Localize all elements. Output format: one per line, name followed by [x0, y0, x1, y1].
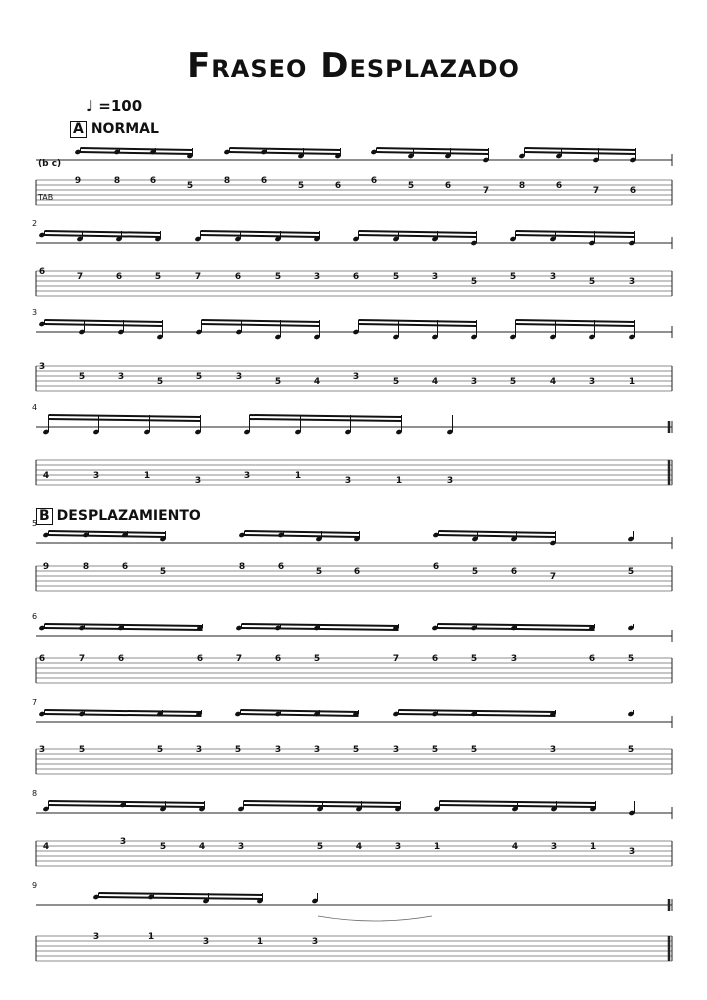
beam-primary: [377, 148, 489, 150]
system-number: 3: [32, 308, 38, 317]
beam-primary: [440, 801, 596, 803]
tab-fret-number: 5: [407, 181, 415, 191]
tab-fret-number: 7: [592, 186, 600, 196]
section-a-letter: A: [70, 121, 87, 138]
tab-fret-number: 5: [313, 654, 321, 664]
tab-fret-number: 5: [316, 842, 324, 852]
beam-secondary: [525, 152, 636, 154]
tab-fret-number: 5: [159, 567, 167, 577]
beam-secondary: [99, 897, 263, 899]
tab-fret-number: 5: [627, 567, 635, 577]
tab-fret-number: 6: [629, 186, 637, 196]
tab-fret-number: 3: [235, 372, 243, 382]
tab-fret-number: 7: [76, 272, 84, 282]
tab-fret-number: 6: [555, 181, 563, 191]
tab-fret-number: 8: [518, 181, 526, 191]
tab-fret-number: 3: [549, 745, 557, 755]
system-number: 4: [32, 403, 38, 412]
tab-fret-number: 5: [154, 272, 162, 282]
tab-fret-number: 6: [38, 654, 46, 664]
tab-fret-number: 6: [121, 562, 129, 572]
clef-symbol: (b c): [38, 159, 62, 169]
beam-primary: [49, 415, 201, 417]
system-number: 7: [32, 698, 38, 707]
system-number: 6: [32, 612, 38, 621]
tab-fret-number: 3: [344, 476, 352, 486]
beam-secondary: [230, 152, 341, 154]
tab-fret-number: 5: [470, 277, 478, 287]
tab-fret-number: 6: [115, 272, 123, 282]
tab-fret-number: 8: [223, 176, 231, 186]
beam-primary: [244, 801, 401, 803]
beam-primary: [45, 710, 202, 712]
tab-fret-number: 8: [113, 176, 121, 186]
tab-fret-number: 1: [294, 471, 302, 481]
beam-secondary: [439, 535, 556, 537]
tab-fret-number: 5: [159, 842, 167, 852]
beam-secondary: [250, 419, 402, 421]
beam-primary: [438, 624, 595, 626]
tab-fret-number: 5: [315, 567, 323, 577]
tab-fret-number: 3: [313, 272, 321, 282]
tab-fret-number: 6: [352, 272, 360, 282]
system-number: 5: [32, 519, 38, 528]
system-number: 8: [32, 789, 38, 798]
tie: [318, 916, 432, 921]
beam-primary: [245, 531, 360, 533]
tab-fret-number: 5: [195, 372, 203, 382]
tab-fret-number: 1: [143, 471, 151, 481]
beam-secondary: [245, 535, 360, 537]
tab-fret-number: 5: [156, 745, 164, 755]
beam-primary: [241, 710, 359, 712]
tab-fret-number: 5: [274, 272, 282, 282]
tab-fret-number: 6: [334, 181, 342, 191]
tab-fret-number: 3: [38, 362, 46, 372]
tab-fret-number: 3: [588, 377, 596, 387]
tab-fret-number: 5: [274, 377, 282, 387]
tab-fret-number: 1: [628, 377, 636, 387]
tab-fret-number: 4: [42, 471, 50, 481]
beam-secondary: [201, 235, 320, 237]
beam-secondary: [45, 235, 161, 237]
tab-fret-number: 6: [260, 176, 268, 186]
tab-fret-number: 3: [392, 745, 400, 755]
tab-fret-number: 5: [156, 377, 164, 387]
beam-secondary: [242, 628, 399, 630]
beam-primary: [359, 231, 477, 233]
tab-fret-number: 3: [628, 847, 636, 857]
section-b-name: DESPLAZAMIENTO: [56, 508, 201, 524]
tab-fret-number: 3: [92, 932, 100, 942]
beam-primary: [359, 320, 477, 322]
beam-secondary: [359, 235, 477, 237]
tab-fret-number: 4: [355, 842, 363, 852]
tab-fret-number: 6: [510, 567, 518, 577]
tab-fret-number: 3: [195, 745, 203, 755]
section-a-name: NORMAL: [90, 121, 159, 137]
tab-fret-number: 6: [444, 181, 452, 191]
tab-fret-number: 3: [243, 471, 251, 481]
tab-fret-number: 3: [549, 272, 557, 282]
tab-fret-number: 9: [74, 176, 82, 186]
page-title: Fraseo Desplazado: [187, 46, 520, 86]
beam-secondary: [359, 324, 477, 326]
beam-primary: [49, 531, 166, 533]
tab-fret-number: 5: [509, 272, 517, 282]
tab-fret-number: 3: [313, 745, 321, 755]
tab-fret-number: 3: [117, 372, 125, 382]
tab-fret-number: 6: [234, 272, 242, 282]
beam-primary: [516, 320, 635, 322]
tab-fret-number: 6: [431, 654, 439, 664]
tab-fret-number: 3: [92, 471, 100, 481]
tab-fret-number: 6: [432, 562, 440, 572]
beam-secondary: [202, 324, 320, 326]
tab-fret-number: 5: [78, 372, 86, 382]
beam-secondary: [516, 324, 635, 326]
tab-fret-number: 3: [237, 842, 245, 852]
tab-fret-number: 5: [352, 745, 360, 755]
tab-fret-number: 5: [78, 745, 86, 755]
tempo-marking: ♩ =100: [86, 97, 143, 115]
tab-fret-number: 9: [42, 562, 50, 572]
tab-fret-number: 8: [82, 562, 90, 572]
tab-fret-number: 3: [550, 842, 558, 852]
tab-fret-number: 4: [431, 377, 439, 387]
tab-fret-number: 5: [509, 377, 517, 387]
tab-fret-number: 6: [370, 176, 378, 186]
beam-secondary: [49, 419, 201, 421]
beam-secondary: [241, 714, 359, 716]
beam-primary: [45, 320, 163, 322]
tab-fret-number: 3: [394, 842, 402, 852]
beam-primary: [81, 148, 193, 150]
tab-fret-number: 5: [234, 745, 242, 755]
beam-primary: [242, 624, 399, 626]
beam-secondary: [516, 235, 635, 237]
tab-fret-number: 3: [194, 476, 202, 486]
tab-fret-number: 3: [202, 937, 210, 947]
tab-fret-number: 4: [198, 842, 206, 852]
beam-primary: [99, 893, 263, 895]
tab-fret-number: 3: [510, 654, 518, 664]
tab-fret-number: 5: [627, 654, 635, 664]
section-b-letter: B: [36, 508, 53, 525]
tab-fret-number: 4: [313, 377, 321, 387]
tab-fret-number: 5: [470, 654, 478, 664]
tab-fret-number: 5: [471, 567, 479, 577]
tab-fret-number: 3: [628, 277, 636, 287]
beam-primary: [202, 320, 320, 322]
beam-primary: [49, 801, 205, 803]
tab-fret-number: 1: [147, 932, 155, 942]
tab-fret-number: 7: [392, 654, 400, 664]
tab-fret-number: 5: [392, 377, 400, 387]
tab-fret-number: 6: [277, 562, 285, 572]
beam-secondary: [244, 805, 401, 807]
tab-fret-number: 7: [235, 654, 243, 664]
beam-secondary: [81, 152, 193, 154]
tab-fret-number: 6: [274, 654, 282, 664]
system-number: 9: [32, 881, 38, 890]
tab-fret-number: 6: [196, 654, 204, 664]
tab-fret-number: 3: [38, 745, 46, 755]
tab-fret-number: 7: [482, 186, 490, 196]
beam-secondary: [45, 628, 203, 630]
beam-secondary: [440, 805, 596, 807]
tab-fret-number: 7: [78, 654, 86, 664]
tab-fret-number: 3: [274, 745, 282, 755]
tab-fret-number: 4: [42, 842, 50, 852]
tab-fret-number: 5: [588, 277, 596, 287]
tab-fret-number: 7: [549, 572, 557, 582]
tab-fret-number: 5: [392, 272, 400, 282]
tab-fret-number: 4: [511, 842, 519, 852]
tab-fret-number: 3: [470, 377, 478, 387]
tab-fret-number: 3: [352, 372, 360, 382]
tab-fret-number: 1: [433, 842, 441, 852]
beam-secondary: [45, 714, 202, 716]
beam-secondary: [49, 805, 205, 807]
beam-primary: [525, 148, 636, 150]
tab-fret-number: 6: [117, 654, 125, 664]
beam-primary: [201, 231, 320, 233]
beam-primary: [230, 148, 341, 150]
beam-secondary: [377, 152, 489, 154]
beam-primary: [45, 624, 203, 626]
tab-fret-number: 4: [549, 377, 557, 387]
tab-fret-number: 1: [256, 937, 264, 947]
tab-fret-number: 6: [353, 567, 361, 577]
beam-secondary: [49, 535, 166, 537]
tab-fret-number: 3: [119, 837, 127, 847]
beam-secondary: [45, 324, 163, 326]
tab-fret-number: 6: [588, 654, 596, 664]
tab-fret-number: 6: [38, 267, 46, 277]
beam-primary: [45, 231, 161, 233]
tab-fret-number: 8: [238, 562, 246, 572]
beam-secondary: [399, 714, 556, 716]
tab-fret-number: 5: [627, 745, 635, 755]
tab-fret-number: 1: [395, 476, 403, 486]
tab-fret-number: 5: [186, 181, 194, 191]
tab-fret-number: 3: [446, 476, 454, 486]
beam-primary: [516, 231, 635, 233]
tab-fret-number: 3: [311, 937, 319, 947]
tab-fret-number: 6: [149, 176, 157, 186]
tab-fret-number: 5: [470, 745, 478, 755]
beam-primary: [439, 531, 556, 533]
tab-fret-number: 7: [194, 272, 202, 282]
beam-primary: [250, 415, 402, 417]
tab-fret-number: 3: [431, 272, 439, 282]
beam-primary: [399, 710, 556, 712]
tab-fret-number: 5: [431, 745, 439, 755]
system-number: 2: [32, 219, 38, 228]
tab-fret-number: 1: [589, 842, 597, 852]
beam-secondary: [438, 628, 595, 630]
tab-fret-number: 5: [297, 181, 305, 191]
tab-clef: TAB: [38, 193, 54, 202]
